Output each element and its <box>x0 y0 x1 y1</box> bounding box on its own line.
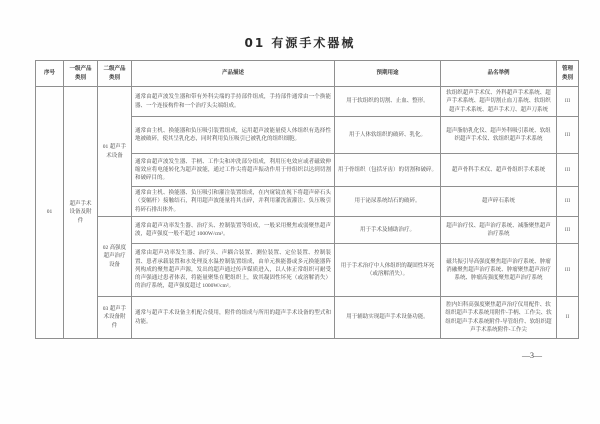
cell-intended-use: 用于辅助实现超声手术设备功能。 <box>335 297 441 339</box>
col-header-mgmt-class: 管理类别 <box>557 61 579 87</box>
cell-subcategory-1: 01 超声手术设备 <box>98 87 132 217</box>
cell-intended-use: 用于手术治疗中人体组织的凝固性坏死（或溶解消失）。 <box>335 244 441 297</box>
cell-examples: 软组织超声手术仪、外科超声手术系统、超声手术系统、超声切割止血刀系统、软组织超声手术系统、超声手术刀、超声刀系统 <box>441 87 557 117</box>
col-header-examples: 品名举例 <box>441 61 557 87</box>
classification-table <box>35 60 579 339</box>
cell-intended-use: 用于手术及辅助治疗。 <box>335 217 441 244</box>
cell-description: 通常由超声波发生器和带有外科尖端的手持部件组成，手持部件通常由一个换能器、一个连接构件和一个治疗头尖端组成。 <box>132 87 335 117</box>
col-header-category1: 一级产品类别 <box>64 61 98 87</box>
cell-examples: 超声碎石系统 <box>441 187 557 217</box>
cell-examples: 腔内妇科高强度聚焦超声治疗仪用配件、软组织超声手术系统用附件-手柄、工作尖、软组织超声手术系统附件-导管组件、软组织超声手术系统附件-工作尖 <box>441 297 557 339</box>
col-header-intended-use: 预期用途 <box>335 61 441 87</box>
section-title: 01 有源手术器械 <box>244 36 356 50</box>
col-header-category2: 二级产品类别 <box>98 61 132 87</box>
cell-mgmt-class: III <box>557 244 579 297</box>
cell-subcategory-2: 02 高强度超声治疗设备 <box>98 217 132 297</box>
cell-description: 通常由超声波发生器、手柄、工作尖和冲洗部分组成，利用压电效应或者磁致伸缩效应将电能转化为超声波能，通过工作尖将超声振动作用于骨组织以达到切割和破碎目的。 <box>132 154 335 187</box>
page-number: —3— <box>522 351 542 360</box>
cell-mgmt-class: II <box>557 297 579 339</box>
cell-examples: 超声脂肪乳化仪、超声外科吸引系统、软组织超声手术仪、软组织超声手术系统 <box>441 117 557 154</box>
cell-description: 通常由超声功率发生器、治疗头、声耦合装置、测位装置、定位装置、控制装置、患者承载装置和水处理及水温控制装置组成，由单元换能器或多元换能器阵列构成的聚焦超声声源，发出的超声通过传声媒质进入，以人体正常组织可耐受的声强通过患者体表，将能量聚集在靶组织上，致其凝固性坏死（或溶解消失）的治疗系统，超声强度超过 1000W/cm²。 <box>132 244 335 297</box>
cell-category-level1: 超声手术设备及附件 <box>64 87 98 339</box>
cell-description: 通常由主机、换能器和负压吸引装置组成，运用超声波能量使人体组织有选择性地被破碎，使其呈乳化态，同时利用负压吸引已被乳化的组织细胞。 <box>132 117 335 154</box>
cell-mgmt-class: III <box>557 87 579 117</box>
cell-subcategory-3: 03 超声手术设备附件 <box>98 297 132 339</box>
table-header-row <box>36 61 579 87</box>
table-row <box>36 217 579 244</box>
cell-intended-use: 用于骨组织（包括牙齿）的切割和破碎。 <box>335 154 441 187</box>
cell-mgmt-class: III <box>557 117 579 154</box>
cell-intended-use: 用于软组织的切割、止血、整形。 <box>335 87 441 117</box>
cell-mgmt-class: III <box>557 187 579 217</box>
cell-mgmt-class: III <box>557 217 579 244</box>
table-row <box>36 297 579 339</box>
cell-serial-no: 01 <box>36 87 64 339</box>
col-header-description: 产品描述 <box>132 61 335 87</box>
cell-intended-use: 用于泌尿系统结石的破碎。 <box>335 187 441 217</box>
cell-examples: 超声治疗仪、超声治疗系统、减脂聚焦超声治疗系统 <box>441 217 557 244</box>
cell-examples: 磁共振引导高强度聚焦超声治疗系统、肿瘤消融聚焦超声治疗系统、肿瘤聚焦超声治疗系统、肿瘤高强度聚焦超声治疗系统 <box>441 244 557 297</box>
col-header-serial: 序号 <box>36 61 64 87</box>
cell-mgmt-class: III <box>557 154 579 187</box>
cell-description: 通常由主机、换能器、负压吸引和灌注装置组成，在内窥镜直视下将超声碎石头（变幅杆）接触结石，利用超声波能量将其击碎，并利用灌洗液灌注、负压吸引将碎石排出体外。 <box>132 187 335 217</box>
cell-examples: 超声骨科手术仪、超声骨组织手术系统 <box>441 154 557 187</box>
cell-description: 通常与超声手术设备主机配合使用，附件的组成与所用的超声手术设备的型式和功能。 <box>132 297 335 339</box>
cell-intended-use: 用于人体软组织的破碎、乳化。 <box>335 117 441 154</box>
table-row <box>36 87 579 117</box>
cell-description: 通常由超声功率发生器、治疗头、控制装置等组成，一般采用聚焦或弱聚焦超声波，超声强度一般不超过 1000W/cm²。 <box>132 217 335 244</box>
